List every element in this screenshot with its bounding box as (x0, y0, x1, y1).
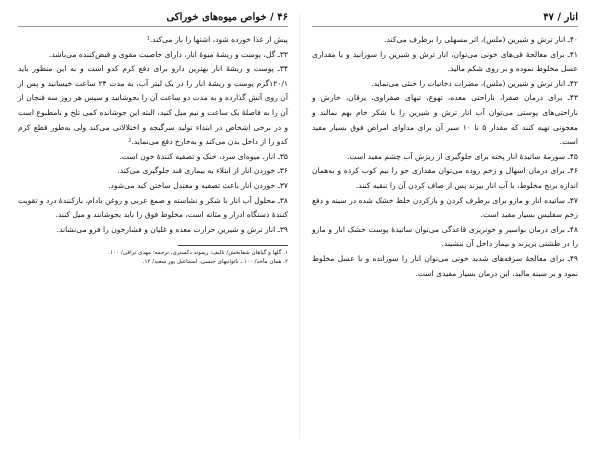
paragraph-46: ۴۶ـ برای درمان اسهال و زخم روده می‌توان مقداری جو را نیم کوب کرده و به‌همان اندازه برنج مخلوط، با آب انار بپزند پس از صاف کردن آن را تنقیه کنند. (312, 166, 578, 190)
paragraph-45: ۴۵ـ سورمهٔ ساتیدهٔ انار پخته برای جلوگیری از ریزش آب چشم مفید است. (347, 151, 578, 161)
paragraph-47: ۴۷ـ ساتیده انار و مازو برای برطرف کردن و بازکردن خلط خشک شده در سینه و دفع زخم سفلیس بسیار مفید است. (312, 195, 578, 220)
paragraph-49: ۴۹ـ برای معالجهٔ سرفه‌های شدید خونی می‌توان انار را سوزانده و با عسل مخلوط نمود و بر سینه مالید، این درمان بسیار مفیدی است. (312, 253, 578, 278)
paragraph-42: ۴۲ـ انار ترش و شیرین (ملس)، مضرات دخانیات را خنثی می‌نماید. (371, 78, 578, 88)
left-page-body (18, 33, 288, 237)
paragraph-33: ۳۳ـ گل، پوست و ریشهٔ میوهٔ انار، دارای خاصیت مقوی و قبض‌کننده می‌باشد. (48, 49, 288, 59)
footnote-1: ۱. گلها و گیاهان شفابخش/ تالیف: ریموند دکستری، ترجمه: مهدی نراقی/ ۱۰۰. (108, 250, 288, 257)
right-page-title: انار / ۴۷ (543, 11, 578, 23)
paragraph-36: ۳۶ـ خوردن انار از ابتلاء به بیماری قند جلوگیری می‌کند. (117, 166, 288, 176)
paragraph-37: ۳۷ـ خوردن انار باعث تصفیه و معتدل ساختن کبد می‌شود. (108, 180, 288, 190)
paragraph-41: ۴۱ـ برای معالجهٔ قی‌های خونی می‌توان، انار ترش و شیرین را سوزانید و با مقداری عسل مخلوط نموده و بر روی شکم مالید. (312, 49, 578, 74)
paragraph-38: ۳۸ـ محلول آب انار با شکر و نشاسته و صمغ عربی و روغن بادام، بازکنندهٔ درد و تقویت کنندهٔ دستگاه ادرار و مثانه است، مخلوط فوق را باید بجوشانند و میل کنند. (18, 195, 288, 220)
left-page-header (18, 8, 288, 27)
paragraph-48: ۴۸ـ برای درمان بواسیر و خونریزی قاعدگی می‌توان ساتیدهٔ پوست خشک انار و مازو را در طشتی بریزند و بیمار داخل آن بنشیند. (312, 224, 578, 249)
paragraph-39: ۳۹ـ انار ترش و شیرین حرارت معده و غلیان و فشارخون را فرو می‌نشاند. (56, 224, 288, 234)
footnote-separator (178, 245, 288, 246)
right-page-body (312, 33, 578, 281)
paragraph-34: ۳۴ـ پوست و ریشهٔ انار بهترین دارو برای دفع کرم کدو است و به این منظور باید ۱۲۰/۱گرم پوست و ریشهٔ انار را در یک لیتر آب، به مدت ۲۴ ساعت خیسانید و پس از آن روی آتش گذارده و به مدت دو ساعت آن را بجوشانید و سپس هر روز سه فنجان از آن را به فاصلهٔ یک ساعت و نیم میل کنید، البته این جوشانده کمی تلخ و نامطبوع است و در برخی اشخاص در ابتداء تولید سرگیجه و اختلالاتی می‌کند ولی به‌طور قطع کرم کدو را از داخل بدن می‌کند و به‌خارج دفع می‌نماید.² (18, 64, 289, 147)
paragraph-43: ۴۳ـ برای درمان صفرا، ناراحتی معده، تهوع، تبهای صفراوی، یرقان، خارش و ناراحتی‌های پوستی می‌توان آب انار ترش و شیرین را با شکر خام بهم بمالند و معجونی تهیه کنند که مقدار ۵ تا ۱۰ سیر آن برای مداوای امراض فوق بسیار مفید است. (312, 93, 578, 147)
footnotes (18, 249, 288, 267)
footnote-2: ۲. همان مأخذ/ ۱۰۰ ـ ناتوانیهای جنسی، اسماعیل پور سعید/ ۱۲. (142, 259, 288, 266)
paragraph-35: ۳۵ـ انار، میوه‌ای سرد، خنک و تصفیه کنندهٔ خون است. (119, 151, 288, 161)
paragraph-32-continued: پیش از غذا خورده شود، اشتها را باز می‌کند.¹ (146, 35, 288, 44)
paragraph-40: ۴۰ـ انار ترش و شیرین (ملس)، اثر مسهلی را برطرف می‌کند. (384, 35, 578, 44)
right-page (300, 0, 600, 451)
left-page-title: ۴۶ / خواص میوه‌های خوراکی (166, 11, 288, 23)
right-page-header (312, 8, 578, 27)
